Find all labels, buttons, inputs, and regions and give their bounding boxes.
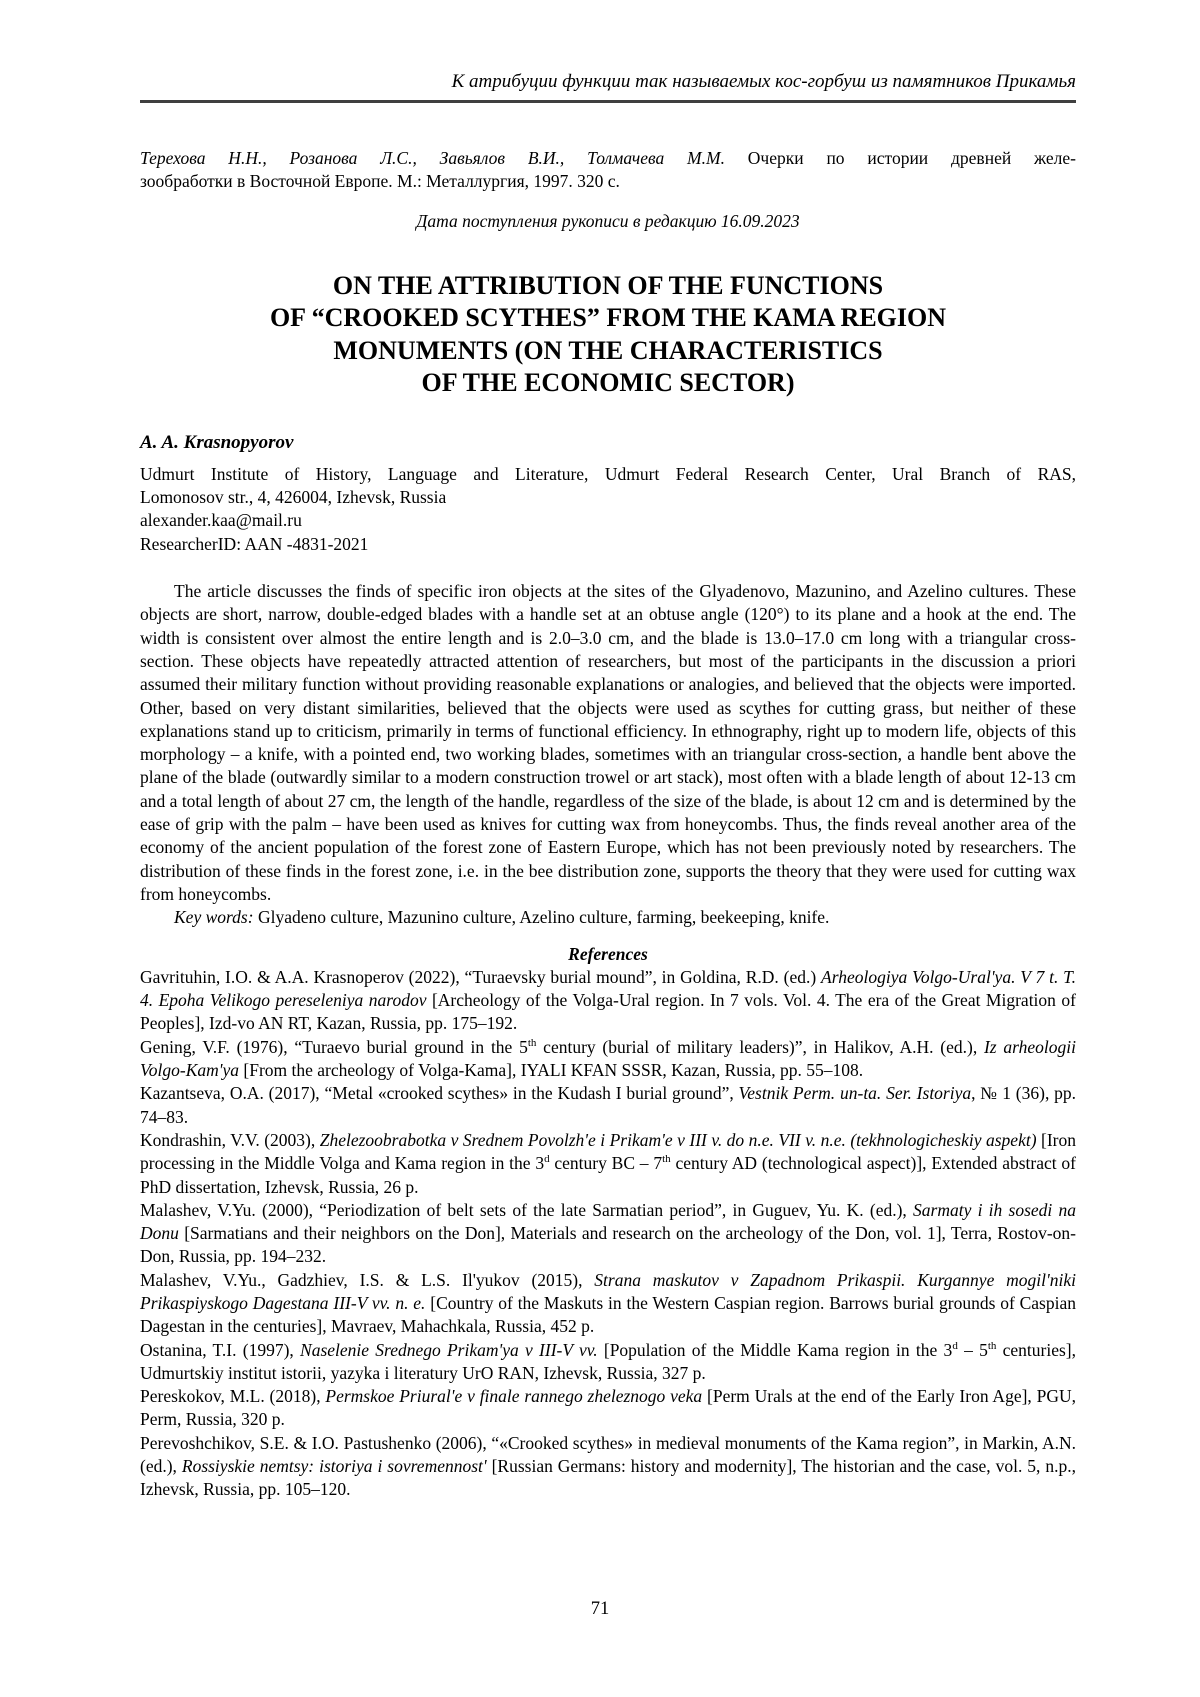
affiliation-line-1: Udmurt Institute of History, Language and Literature, Udmurt Federal Research Center, Ural Branch of RAS, <box>140 463 1076 484</box>
reference-item: Malashev, V.Yu., Gadzhiev, I.S. & L.S. Il'yukov (2015), Strana maskutov v Zapadnom Prikaspii. Kurgannye mogil'niki Prikaspiyskogo Dagestana III-V vv. n. e. [Country of the Maskuts in the Western Caspian region. Barrows burial grounds of Caspian Dagestan in the centuries], Mavraev, Mahachkala, Russia, 452 p. <box>140 1269 1076 1337</box>
reference-item: Perevoshchikov, S.E. & I.O. Pastushenko (2006), “«Crooked scythes» in medieval monuments of the Kama region”, in Markin, A.N. (ed.), Rossiyskie nemtsy: istoriya i sovremennost' [Russian Germans: history and modernity], The historian and the case, vol. 5, n.p., Izhevsk, Russia, pp. 105–120. <box>140 1432 1076 1500</box>
researcher-id: ResearcherID: AAN -4831-2021 <box>140 533 369 554</box>
reference-item: Malashev, V.Yu. (2000), “Periodization of belt sets of the late Sarmatian period”, in Guguev, Yu. K. (ed.), Sarmaty i ih sosedi na Donu [Sarmatians and their neighbors on the Don], Materials and research on the archeology of the Don, vol. 1], Terra, Rostov-on-Don, Russia, pp. 194–232. <box>140 1199 1076 1267</box>
affiliation-line-2: Lomonosov str., 4, 426004, Izhevsk, Russia <box>140 487 447 508</box>
page-number: 71 <box>590 1599 610 1619</box>
running-head: К атрибуции функции так называемых кос-горбуш из памятников Прикамья <box>451 71 1076 92</box>
references-heading: References <box>568 943 648 964</box>
reference-item: Gening, V.F. (1976), “Turaevo burial ground in the 5th century (burial of military leaders)”, in Halikov, A.H. (ed.), Iz arheologii Volgo-Kam'ya [From the archeology of Volga-Kama], IYALI KFAN SSSR, Kazan, Russia, pp. 55–108. <box>140 1036 1076 1081</box>
title-line: ON THE ATTRIBUTION OF THE FUNCTIONS <box>332 270 884 300</box>
received-date: Дата поступления рукописи в редакцию 16.09.2023 <box>416 210 800 231</box>
citation-line-1: Терехова Н.Н., Розанова Л.С., Завьялов В.И., Толмачева М.М. Очерки по истории древней желе- <box>140 148 1076 168</box>
title-line: MONUMENTS (ON THE CHARACTERISTICS <box>333 335 883 365</box>
title-line: OF THE ECONOMIC SECTOR) <box>421 368 795 398</box>
header-rule <box>140 100 1076 103</box>
reference-item: Kazantseva, O.A. (2017), “Metal «crooked scythes» in the Kudash I burial ground”, Vestnik Perm. un-ta. Ser. Istoriya, № 1 (36), pp. 74–83. <box>140 1083 1076 1127</box>
citation-block <box>140 147 1076 194</box>
author-name: A. A. Krasnopyorov <box>140 431 294 453</box>
keywords-line: Key words: Glyadeno culture, Mazunino culture, Azelino culture, farming, beekeeping, knife. <box>174 907 830 928</box>
citation-line-2: зообработки в Восточной Европе. М.: Металлургия, 1997. 320 с. <box>140 171 620 192</box>
reference-item: Pereskokov, M.L. (2018), Permskoe Priural'e v finale rannego zheleznogo veka [Perm Urals at the end of the Early Iron Age], PGU, Perm, Russia, 320 p. <box>140 1386 1077 1430</box>
affiliation-block <box>140 463 1076 556</box>
reference-item: Gavrituhin, I.O. & A.A. Krasnoperov (2022), “Turaevsky burial mound”, in Goldina, R.D. (ed.) Arheologiya Volgo-Ural'ya. V 7 t. T. 4. Epoha Velikogo pereseleniya narodov [Archeology of the Volga-Ural region. In 7 vols. Vol. 4. The era of the Great Migration of Peoples], Izd-vo AN RT, Kazan, Russia, pp. 175–192. <box>140 966 1076 1034</box>
references-list <box>140 966 1076 1502</box>
author-email: alexander.kaa@mail.ru <box>140 510 302 531</box>
abstract-paragraph: The article discusses the finds of specific iron objects at the sites of the Glyadenovo, Mazunino, and Azelino cultures. These objects are short, narrow, double-edged blades with a handle set at an obtuse angle (120°) to its plane and a hook at the end. The width is consistent over almost the entire length and is 2.0–3.0 cm, and the blade is 13.0–17.0 cm long with a triangular cross-section. These objects have repeatedly attracted attention of researchers, but most of the participants in the discussion a priori assumed their military function without providing reasonable explanations or analogies, and believed that the objects were imported. Other, based on very distant similarities, believed that the objects were used as scythes for cutting grass, but neither of these explanations stand up to criticism, primarily in terms of functional efficiency. In ethnography, right up to modern life, objects of this morphology – a knife, with a pointed end, two working blades, sometimes with an triangular cross-section, a handle bent above the plane of the blade (outwardly similar to a modern construction trowel or art stack), most often with a blade length of about 12-13 cm and a total length of about 27 cm, the length of the handle, regardless of the size of the blade, is about 12 cm and is determined by the ease of grip with the palm – have been used as knives for cutting wax from honeycombs. Thus, the finds reveal another area of the economy of the ancient population of the forest zone of Eastern Europe, which has not been previously noted by researchers. The distribution of these finds in the forest zone, i.e. in the bee distribution zone, supports the theory that they were used for cutting wax from honeycombs. <box>140 581 1076 904</box>
article-title <box>140 270 1076 400</box>
reference-item: Kondrashin, V.V. (2003), Zhelezoobrabotka v Srednem Povolzh'e i Prikam'e v III v. do n.e. VII v. n.e. (tekhnologicheskiy aspekt) [Iron processing in the Middle Volga and Kama region in the 3$^d$ century BC – 7th century AD (technological aspect)], Extended abstract of PhD dissertation, Izhevsk, Russia, 26 p. <box>140 1129 1076 1197</box>
reference-item: Ostanina, T.I. (1997), Naselenie Srednego Prikam'ya v III-V vv. [Population of the Middle Kama region in the 3$^d$ – 5th centuries], Udmurtskiy institut istorii, yazyka i literatury UrO RAN, Izhevsk, Russia, 327 p. <box>140 1339 1077 1383</box>
title-line: OF “CROOKED SCYTHES” FROM THE KAMA REGION <box>269 303 947 333</box>
